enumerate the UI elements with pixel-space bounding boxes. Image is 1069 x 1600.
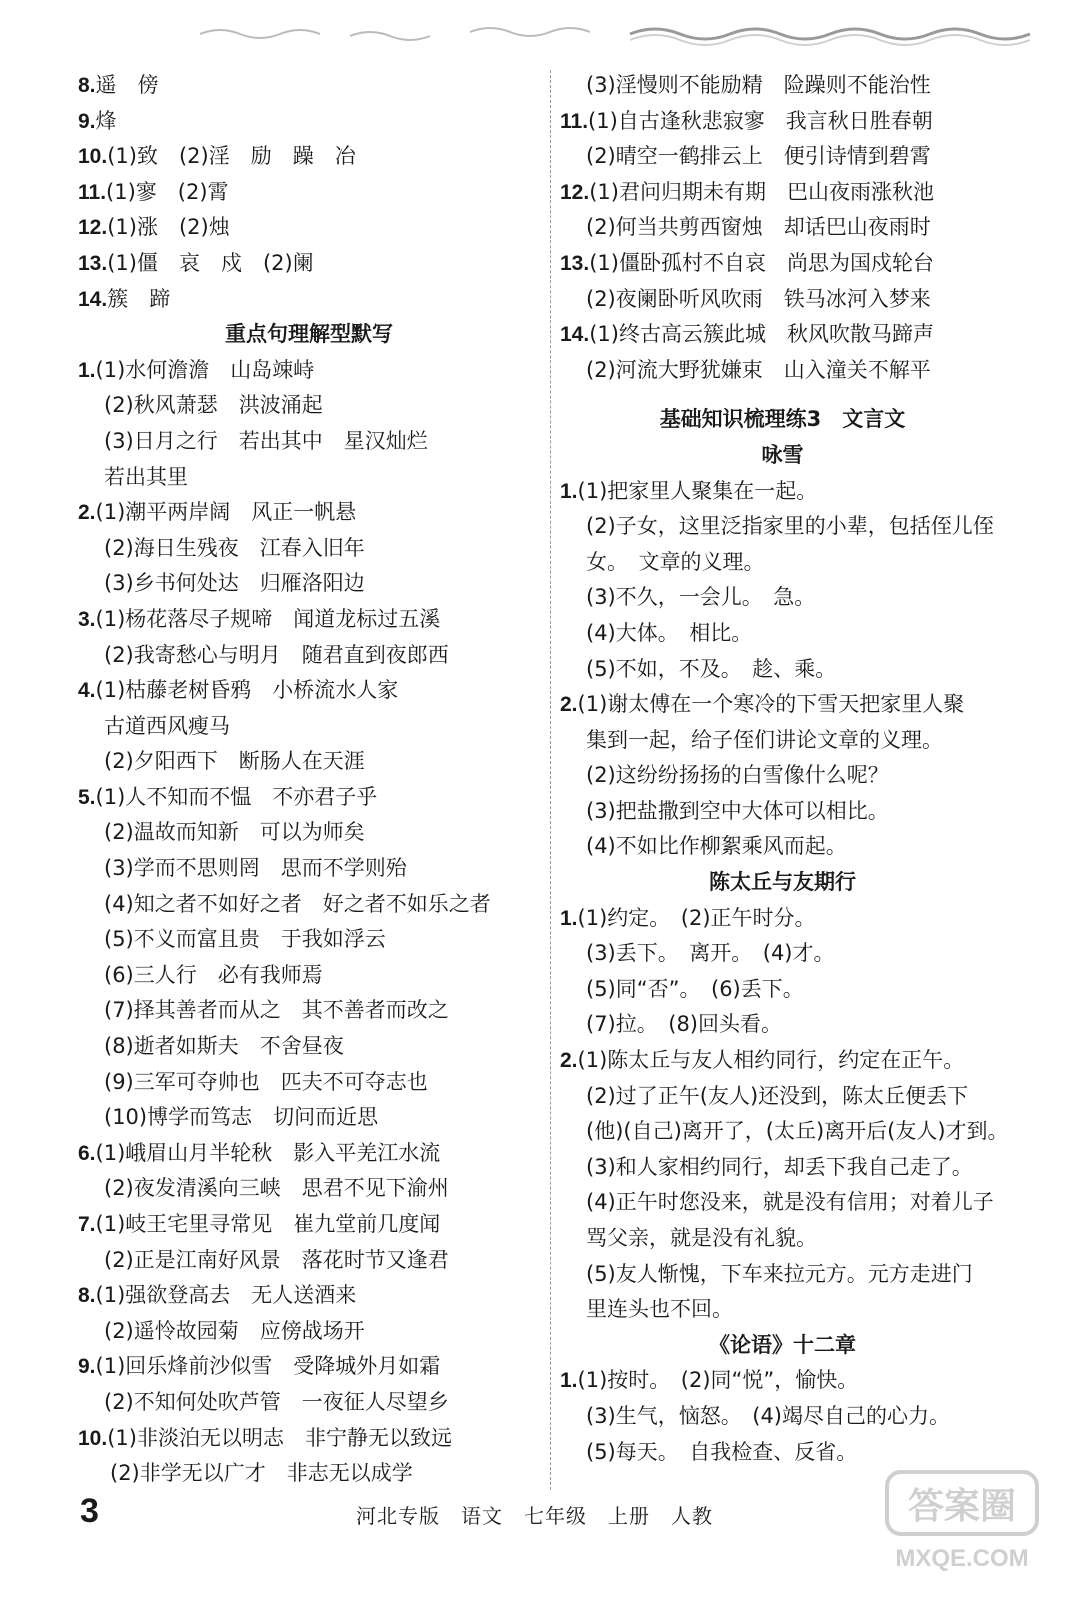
right-answer-line <box>560 104 1005 140</box>
answer-text: (1)水何澹澹 山岛竦峙 <box>95 357 315 382</box>
question-number: 12. <box>78 216 108 240</box>
answer-text: (2)非学无以广才 非志无以成学 <box>110 1461 413 1486</box>
left-answer-line <box>78 460 540 496</box>
answer-text: 集到一起，给子侄们讲论文章的义理。 <box>586 727 943 752</box>
right-answer-line <box>560 1185 1005 1221</box>
question-number: 11. <box>78 180 107 204</box>
svg-text:MXQE.COM: MXQE.COM <box>895 1545 1029 1572</box>
right-answer-line <box>560 509 1005 545</box>
right-answer-line <box>560 1043 1005 1079</box>
header-decoration <box>200 18 1050 48</box>
left-answer-line <box>78 495 540 531</box>
answer-text: (2)温故而知新 可以为师矣 <box>104 820 365 845</box>
question-number: 14. <box>78 287 108 311</box>
answer-text: (1)岐王宅里寻常见 崔九堂前几度闻 <box>95 1212 441 1236</box>
question-number: 14. <box>560 323 590 347</box>
left-answer-line <box>78 1136 540 1172</box>
right-answer-line <box>560 68 1005 104</box>
answer-text: (2)不知何处吹芦管 一夜征人尽望乡 <box>104 1389 449 1414</box>
answer-text: (2)河流大野犹嫌束 山入潼关不解平 <box>586 357 931 382</box>
answer-text: (8)逝者如斯夫 不舍昼夜 <box>104 1034 344 1059</box>
answer-text: (1)约定。 (2)正午时分。 <box>577 905 816 930</box>
answer-text: (1)寥 (2)霄 <box>106 179 229 204</box>
question-number: 5. <box>78 785 96 809</box>
question-number: 3. <box>78 607 96 631</box>
question-number: 12. <box>560 180 590 204</box>
question-number: 4. <box>78 679 96 703</box>
question-number: 1. <box>78 358 96 382</box>
left-answer-line <box>78 1421 540 1457</box>
left-answer-line <box>78 175 540 211</box>
question-number: 2. <box>560 1049 578 1073</box>
section-heading: 基础知识梳理练3 文言文 <box>659 407 906 432</box>
answer-text: 烽 <box>95 108 117 133</box>
watermark-logo <box>879 1462 1049 1582</box>
section-heading: 陈太丘与友期行 <box>709 870 856 895</box>
section-heading: 重点句理解型默写 <box>225 322 393 347</box>
answer-text: (2)正是江南好风景 落花时节又逢君 <box>104 1247 449 1272</box>
answer-text: (2)海日生残夜 江春入旧年 <box>104 535 365 560</box>
answer-text: (9)三军可夺帅也 匹夫不可夺志也 <box>104 1069 428 1094</box>
column-divider <box>550 70 551 1490</box>
right-answer-line <box>560 545 1005 581</box>
right-answer-line <box>560 794 1005 830</box>
answer-text: (3)乡书何处达 归雁洛阳边 <box>104 571 365 596</box>
answer-text: (2)夜阑卧听风吹雨 铁马冰河入梦来 <box>586 286 931 311</box>
page-number: 3 <box>80 1492 99 1530</box>
answer-text: (3)淫慢则不能励精 险躁则不能治性 <box>586 73 931 97</box>
right-answer-line <box>560 175 1005 211</box>
question-number: 6. <box>78 1141 96 1165</box>
left-answer-line <box>78 922 540 958</box>
left-answer-line <box>78 1100 540 1136</box>
question-number: 2. <box>560 693 578 717</box>
question-number: 1. <box>560 906 578 930</box>
left-answer-line <box>78 1456 540 1492</box>
answer-text: (3)生气，恼怒。 (4)竭尽自己的心力。 <box>586 1403 950 1428</box>
answer-text: (5)不义而富且贵 于我如浮云 <box>104 927 386 952</box>
left-answer-line <box>78 139 540 175</box>
left-answer-line <box>78 68 540 104</box>
right-answer-line <box>560 210 1005 246</box>
left-answer-line <box>78 673 540 709</box>
left-answer-line <box>78 1349 540 1385</box>
left-answer-line <box>78 566 540 602</box>
question-number: 2. <box>78 501 96 525</box>
answer-text: (4)大体。 相比。 <box>586 620 753 645</box>
right-answer-line <box>560 1292 1005 1328</box>
answer-text: (3)把盐撒到空中大体可以相比。 <box>586 798 889 823</box>
answer-text: (3)不久，一会儿。 急。 <box>586 585 816 610</box>
left-answer-line <box>78 282 540 318</box>
left-answer-column <box>78 68 540 1492</box>
right-answer-line <box>560 936 1005 972</box>
answer-text: 古道西风瘦马 <box>104 713 230 738</box>
right-answer-line <box>560 829 1005 865</box>
right-answer-line <box>560 1079 1005 1115</box>
left-answer-line <box>78 851 540 887</box>
left-answer-line <box>78 958 540 994</box>
right-answer-line <box>560 1150 1005 1186</box>
left-answer-line <box>78 638 540 674</box>
answer-text: (1)把家里人聚集在一起。 <box>577 478 818 503</box>
question-number: 8. <box>78 1284 96 1308</box>
answer-text: (4)正午时您没来，就是没有信用；对着儿子 <box>586 1190 994 1215</box>
right-answer-line <box>560 1007 1005 1043</box>
answer-text: (3)和人家相约同行，却丢下我自己走了。 <box>586 1154 973 1179</box>
left-answer-line <box>78 602 540 638</box>
left-answer-line <box>78 210 540 246</box>
right-answer-line <box>560 652 1005 688</box>
answer-text: (5)每天。 自我检查、反省。 <box>586 1439 858 1464</box>
answer-text: (他)(自己)离开了，(太丘)离开后(友人)才到。 <box>586 1119 1009 1144</box>
right-answer-line <box>560 1363 1005 1399</box>
answer-text: (5)不如，不及。 趁、乘。 <box>586 656 837 681</box>
answer-text: 若出其里 <box>104 464 188 489</box>
answer-text: (2)子女，这里泛指家里的小辈，包括侄儿侄 <box>586 514 994 539</box>
answer-text: 里连头也不回。 <box>586 1297 733 1322</box>
answer-text: (4)不如比作柳絮乘风而起。 <box>586 834 847 859</box>
answer-text: (1)致 (2)淫 励 躁 冶 <box>107 144 356 169</box>
svg-text:答案圈: 答案圈 <box>907 1486 1017 1527</box>
right-answer-line <box>560 317 1005 353</box>
question-number: 9. <box>78 109 96 133</box>
right-answer-line <box>560 474 1005 510</box>
answer-text: (1)僵卧孤村不自哀 尚思为国戍轮台 <box>589 250 934 275</box>
answer-text: (1)陈太丘与友人相约同行，约定在正午。 <box>577 1048 965 1073</box>
question-number: 8. <box>78 74 96 97</box>
left-answer-line <box>78 815 540 851</box>
right-answer-line <box>560 1399 1005 1435</box>
answer-text: (1)枯藤老树昏鸦 小桥流水人家 <box>95 678 399 703</box>
right-answer-line <box>560 1114 1009 1150</box>
left-answer-line <box>78 1171 540 1207</box>
answer-text: (7)择其善者而从之 其不善者而改之 <box>104 998 449 1023</box>
answer-text: (2)夜发清溪向三峡 思君不见下渝州 <box>104 1176 449 1201</box>
answer-text: (1)终古高云簇此城 秋风吹散马蹄声 <box>589 322 934 347</box>
left-answer-line <box>78 709 540 745</box>
answer-text: 遥 傍 <box>95 73 159 97</box>
answer-text: (1)自古逢秋悲寂寥 我言秋日胜春朝 <box>588 108 933 133</box>
left-answer-line <box>78 1029 540 1065</box>
answer-text: (1)强欲登高去 无人送酒来 <box>95 1283 357 1308</box>
answer-text: (1)回乐烽前沙似雪 受降城外月如霜 <box>95 1354 441 1379</box>
section-heading: 《论语》十二章 <box>709 1332 856 1357</box>
left-answer-line <box>78 353 540 389</box>
answer-text: (2)我寄愁心与明月 随君直到夜郎西 <box>104 642 449 667</box>
question-number: 7. <box>78 1213 96 1236</box>
section-heading: 咏雪 <box>761 442 804 467</box>
question-number: 9. <box>78 1355 96 1379</box>
right-answer-line <box>560 723 1005 759</box>
answer-text: 簇 蹄 <box>107 286 171 311</box>
question-number: 1. <box>560 1369 578 1393</box>
right-answer-line <box>560 580 1005 616</box>
left-answer-line <box>78 1314 540 1350</box>
left-answer-line <box>78 1065 540 1101</box>
question-number: 13. <box>78 251 108 275</box>
answer-text: (2)何当共剪西窗烛 却话巴山夜雨时 <box>586 215 931 240</box>
answer-text: (1)君问归期未有期 巴山夜雨涨秋池 <box>589 179 934 204</box>
left-answer-line <box>78 1207 540 1243</box>
left-answer-line <box>78 1385 540 1421</box>
answer-text: (2)晴空一鹤排云上 便引诗情到碧霄 <box>586 144 931 169</box>
right-answer-line <box>560 139 1005 175</box>
answer-text: (2)过了正午(友人)还没到，陈太丘便丢下 <box>586 1083 969 1108</box>
answer-text: (1)非淡泊无以明志 非宁静无以致远 <box>107 1425 452 1450</box>
right-answer-line <box>560 1221 1005 1257</box>
answer-text: (1)杨花落尽子规啼 闻道龙标过五溪 <box>95 606 441 631</box>
right-answer-line <box>560 282 1005 318</box>
answer-text: (10)博学而笃志 切问而近思 <box>104 1105 379 1130</box>
footer-book-info: 河北专版 语文 七年级 上册 人教 <box>356 1504 713 1528</box>
answer-text: (4)知之者不如好之者 好之者不如乐之者 <box>104 891 491 916</box>
left-answer-line <box>78 531 540 567</box>
question-number: 10. <box>78 145 108 169</box>
answer-text: (2)遥怜故园菊 应傍战场开 <box>104 1318 365 1343</box>
answer-text: (1)人不知而不愠 不亦君子乎 <box>95 784 378 809</box>
answer-text: (7)拉。 (8)回头看。 <box>586 1012 782 1037</box>
answer-text: (3)学而不思则罔 思而不学则殆 <box>104 856 407 881</box>
answer-text: 骂父亲，就是没有礼貌。 <box>586 1226 817 1250</box>
answer-text: (2)秋风萧瑟 洪波涌起 <box>104 393 323 418</box>
question-number: 10. <box>78 1426 108 1450</box>
answer-text: (1)僵 哀 戍 (2)阑 <box>107 250 314 275</box>
left-answer-line <box>78 104 540 140</box>
left-answer-line <box>78 388 540 424</box>
answer-text: (2)这纷纷扬扬的白雪像什么呢？ <box>586 763 889 788</box>
right-answer-line <box>560 616 1005 652</box>
answer-text: (1)峨眉山月半轮秋 影入平羌江水流 <box>95 1140 441 1165</box>
right-answer-line <box>560 353 1005 389</box>
spacer <box>560 388 1005 402</box>
question-number: 1. <box>560 479 578 503</box>
right-answer-line <box>560 758 1005 794</box>
answer-text: (5)友人惭愧，下车来拉元方。元方走进门 <box>586 1261 973 1286</box>
answer-text: (6)三人行 必有我师焉 <box>104 962 323 987</box>
right-answer-line <box>560 687 1005 723</box>
left-answer-line <box>78 780 540 816</box>
left-answer-line <box>78 887 540 923</box>
left-answer-line <box>78 1278 540 1314</box>
answer-text: (1)按时。 (2)同“悦”，愉快。 <box>577 1368 859 1393</box>
answer-text: (5)同“否”。 (6)丢下。 <box>586 976 804 1001</box>
answer-text: (1)谢太傅在一个寒冷的下雪天把家里人聚 <box>577 692 965 717</box>
answer-text: (2)夕阳西下 断肠人在天涯 <box>104 749 365 774</box>
answer-text: (1)涨 (2)烛 <box>107 215 230 240</box>
answer-text: (3)日月之行 若出其中 星汉灿烂 <box>104 428 428 453</box>
left-answer-line <box>78 993 540 1029</box>
right-answer-line <box>560 1257 1005 1293</box>
right-answer-line <box>560 972 1005 1008</box>
right-answer-line <box>560 246 1005 282</box>
left-answer-line <box>78 246 540 282</box>
question-number: 13. <box>560 251 590 275</box>
answer-text: 女。 文章的义理。 <box>586 549 765 574</box>
answer-text: (1)潮平两岸阔 风正一帆悬 <box>95 500 357 525</box>
left-answer-line <box>78 1243 540 1279</box>
right-answer-line <box>560 901 1005 937</box>
answer-text: (3)丢下。 离开。 (4)才。 <box>586 941 835 966</box>
left-answer-line <box>78 744 540 780</box>
right-answer-column <box>560 68 1009 1470</box>
left-answer-line <box>78 424 540 460</box>
question-number: 11. <box>560 109 589 133</box>
